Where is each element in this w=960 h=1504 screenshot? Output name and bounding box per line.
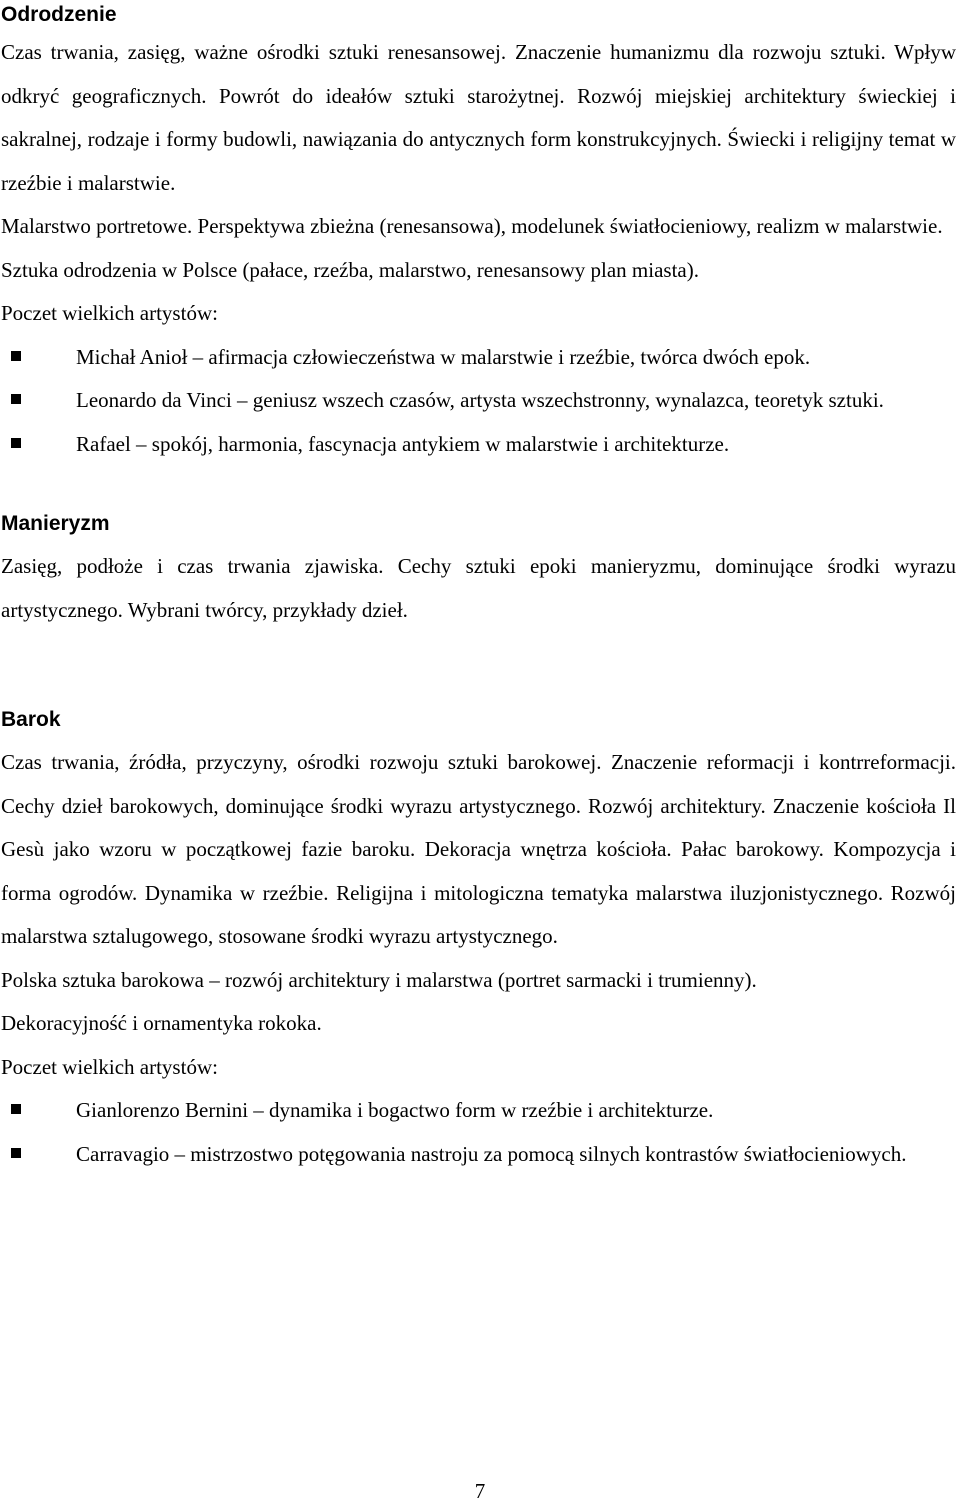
artist-entry: Gianlorenzo Bernini – dynamika i bogactwo form w rzeźbie i architekturze. bbox=[76, 1098, 714, 1122]
barok-paragraph-1: Czas trwania, źródła, przyczyny, ośrodki rozwoju sztuki barokowej. Znaczenie reformacji i kontrreformacji. Cechy dzieł barokowych, dominujące środki wyrazu artystycznego. Rozwój architektury. Znaczenie kościoła Il Gesù jako wzoru w początkowej fazie baroku. Dekoracja wnętrza kościoła. Pałac barokowy. Kompozycja i forma ogrodów. Dynamika w rzeźbie. Religijna i mitologiczna tematyka malarstwa iluzjonistycznego. Rozwój malarstwa sztalugowego, stosowane środki wyrazu artystycznego. bbox=[1, 750, 956, 948]
page-number: 7 bbox=[474, 1479, 486, 1503]
square-bullet-icon bbox=[11, 394, 21, 404]
barok-paragraph-2: Polska sztuka barokowa – rozwój architektury i malarstwa (portret sarmacki i trumienny). bbox=[1, 967, 757, 992]
list-item bbox=[1, 423, 956, 467]
square-bullet-icon bbox=[11, 1148, 21, 1158]
odrodzenie-artists-list bbox=[1, 336, 956, 467]
odrodzenie-paragraph-2: Malarstwo portretowe. Perspektywa zbieżna (renesansowa), modelunek światłocieniowy, realizm w malarstwie. bbox=[1, 214, 943, 238]
barok-paragraph-3: Dekoracyjność i ornamentyka rokoka. bbox=[1, 1011, 322, 1035]
list-item bbox=[1, 379, 956, 423]
square-bullet-icon bbox=[11, 438, 21, 448]
odrodzenie-paragraph-3: Sztuka odrodzenia w Polsce (pałace, rzeźba, malarstwo, renesansowy plan miasta). bbox=[1, 257, 699, 282]
odrodzenie-paragraph-1: Czas trwania, zasięg, ważne ośrodki sztuki renesansowej. Znaczenie humanizmu dla rozwoju sztuki. Wpływ odkryć geograficznych. Powrót do ideałów sztuki starożytnej. Rozwój miejskiej architektury świeckiej i sakralnej, rodzaje i formy budowli, nawiązania do antycznych form konstrukcyjnych. Świecki i religijny temat w rzeźbie i malarstwie. bbox=[1, 40, 956, 195]
list-item bbox=[1, 1089, 956, 1133]
section-title-barok: Barok bbox=[1, 708, 61, 731]
section-title-odrodzenie: Odrodzenie bbox=[1, 3, 117, 26]
manieryzm-paragraph-1: Zasięg, podłoże i czas trwania zjawiska. Cechy sztuki epoki manieryzmu, dominujące środki wyrazu artystycznego. Wybrani twórcy, przykłady dzieł. bbox=[1, 554, 956, 622]
odrodzenie-artists-heading: Poczet wielkich artystów: bbox=[1, 301, 218, 325]
list-item bbox=[1, 1133, 956, 1177]
artist-entry: Rafael – spokój, harmonia, fascynacja antykiem w malarstwie i architekturze. bbox=[76, 431, 730, 456]
list-item bbox=[1, 336, 956, 380]
section-title-manieryzm: Manieryzm bbox=[1, 512, 110, 535]
barok-artists-heading: Poczet wielkich artystów: bbox=[1, 1054, 218, 1079]
square-bullet-icon bbox=[11, 1104, 21, 1114]
artist-entry: Michał Anioł – afirmacja człowieczeństwa w malarstwie i rzeźbie, twórca dwóch epok. bbox=[76, 344, 811, 369]
barok-artists-list bbox=[1, 1089, 956, 1176]
square-bullet-icon bbox=[11, 351, 21, 361]
artist-entry: Leonardo da Vinci – geniusz wszech czasów, artysta wszechstronny, wynalazca, teoretyk sztuki. bbox=[76, 388, 884, 412]
artist-entry: Carravagio – mistrzostwo potęgowania nastroju za pomocą silnych kontrastów światłocieniowych. bbox=[76, 1141, 907, 1166]
